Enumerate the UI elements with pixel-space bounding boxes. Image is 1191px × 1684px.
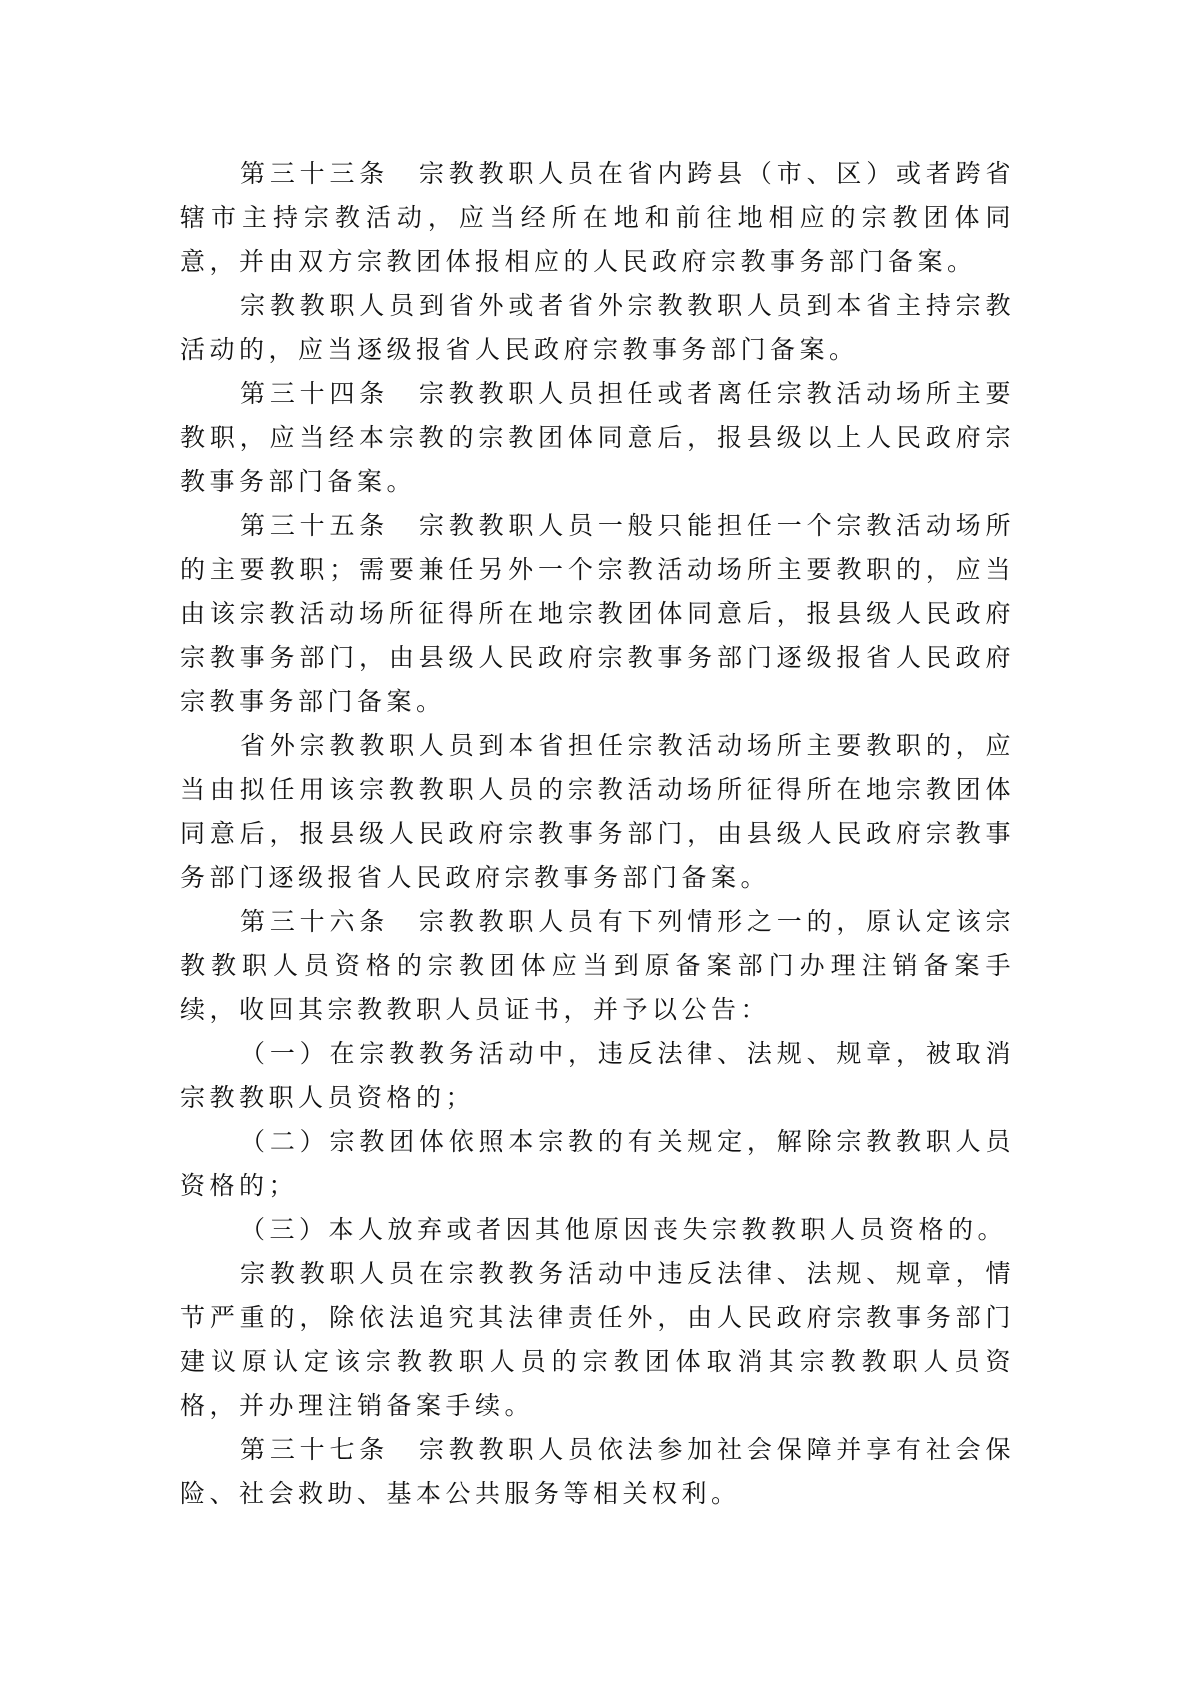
article-36-item-1: （一）在宗教教务活动中，违反法律、法规、规章，被取消宗教教职人员资格的； bbox=[180, 1039, 1015, 1112]
article-36-paragraph-2: 宗教教职人员在宗教教务活动中违反法律、法规、规章，情节严重的，除依法追究其法律责任外，由人民政府宗教事务部门建议原认定该宗教教职人员的宗教团体取消其宗教教职人员资格，并办理注销备案手续。 bbox=[180, 1259, 1015, 1420]
article-36-item-3: （三）本人放弃或者因其他原因丧失宗教教职人员资格的。 bbox=[240, 1215, 1008, 1244]
article-36-item-2: （二）宗教团体依照本宗教的有关规定，解除宗教教职人员资格的； bbox=[180, 1127, 1015, 1200]
article-37-paragraph: 第三十七条 宗教教职人员依法参加社会保障并享有社会保险、社会救助、基本公共服务等相关权利。 bbox=[180, 1435, 1015, 1508]
article-36-paragraph: 第三十六条 宗教教职人员有下列情形之一的，原认定该宗教教职人员资格的宗教团体应当到原备案部门办理注销备案手续，收回其宗教教职人员证书，并予以公告： bbox=[180, 907, 1015, 1024]
article-33-paragraph: 第三十三条 宗教教职人员在省内跨县（市、区）或者跨省辖市主持宗教活动，应当经所在地和前往地相应的宗教团体同意，并由双方宗教团体报相应的人民政府宗教事务部门备案。 bbox=[180, 159, 1015, 276]
article-35-paragraph-2: 省外宗教教职人员到本省担任宗教活动场所主要教职的，应当由拟任用该宗教教职人员的宗教活动场所征得所在地宗教团体同意后，报县级人民政府宗教事务部门，由县级人民政府宗教事务部门逐级报省人民政府宗教事务部门备案。 bbox=[180, 731, 1015, 892]
article-33-paragraph-2: 宗教教职人员到省外或者省外宗教教职人员到本省主持宗教活动的，应当逐级报省人民政府宗教事务部门备案。 bbox=[180, 291, 1015, 364]
article-35-paragraph: 第三十五条 宗教教职人员一般只能担任一个宗教活动场所的主要教职；需要兼任另外一个宗教活动场所主要教职的，应当由该宗教活动场所征得所在地宗教团体同意后，报县级人民政府宗教事务部门，由县级人民政府宗教事务部门逐级报省人民政府宗教事务部门备案。 bbox=[180, 511, 1015, 716]
document-body bbox=[180, 152, 1015, 1516]
article-34-paragraph: 第三十四条 宗教教职人员担任或者离任宗教活动场所主要教职，应当经本宗教的宗教团体同意后，报县级以上人民政府宗教事务部门备案。 bbox=[180, 379, 1015, 496]
